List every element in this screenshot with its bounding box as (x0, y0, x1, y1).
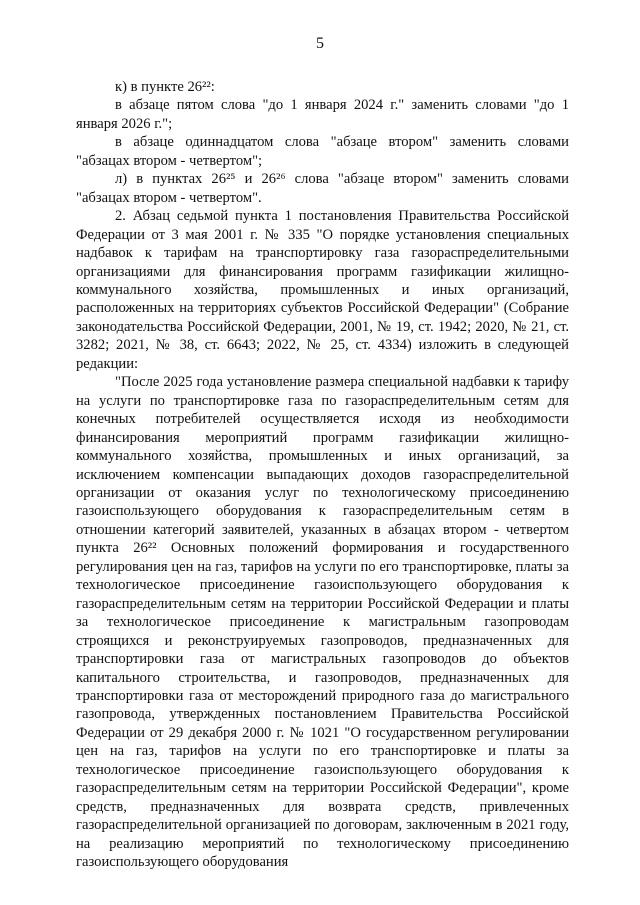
page-number: 5 (316, 35, 324, 52)
amendment-l: л) в пунктах 26²⁵ и 26²⁶ слова "абзаце втором" заменить словами "абзацах втором - четвертом". (76, 171, 569, 206)
amendment-k-eleventh-paragraph: в абзаце одиннадцатом слова "абзаце втором" заменить словами "абзацах втором - четвертом"; (76, 134, 569, 169)
amendment-k-fifth-paragraph: в абзаце пятом слова "до 1 января 2024 г." заменить словами "до 1 января 2026 г."; (76, 97, 569, 132)
section-two-intro: 2. Абзац седьмой пункта 1 постановления Правительства Российской Федерации от 3 мая 2001 г. № 335 "О порядке установления специальных надбавок к тарифам на транспортировку газа газораспределительными организациями для финансирования программ газификации жилищно-коммунального хозяйства, промышленных и иных организаций, расположенных на территориях субъектов Российской Федерации" (Собрание законодательства Российской Федерации, 2001, № 19, ст. 1942; 2020, № 21, ст. 3282; 2021, № 38, ст. 6643; 2022, № 25, ст. 4334) изложить в следующей редакции: (76, 208, 569, 372)
document-body (76, 78, 569, 871)
amendment-k: к) в пункте 26²²: (115, 79, 215, 95)
new-paragraph-text: "После 2025 года установление размера специальной надбавки к тарифу на услуги по транспортировке газа по газораспределительным сетям для конечных потребителей осуществляется исходя из необходимости финансирования мероприятий программ газификации жилищно-коммунального хозяйства, промышленных и иных организаций, за исключением компенсации выпадающих доходов газораспределительной организации от оказания услуг по технологическому присоединению газоиспользующего оборудования к газораспределительным сетям в отношении категорий заявителей, указанных в абзацах втором - четвертом пункта 26²² Основных положений формирования и государственного регулирования цен на газ, тарифов на услуги по его транспортировке, платы за технологическое присоединение газоиспользующего оборудования к газораспределительным сетям на территории Российской Федерации и платы за технологическое присоединение к магистральным газопроводам строящихся и реконструируемых газопроводов, предназначенных для транспортировки газа от магистральных газопроводов до объектов капитального строительства, и газопроводов, предназначенных для транспортировки газа от месторождений природного газа до магистрального газопровода, утвержденных постановлением Правительства Российской Федерации от 29 декабря 2000 г. № 1021 "О государственном регулировании цен на газ, тарифов на услуги по его транспортировке и платы за технологическое присоединение газоиспользующего оборудования к газораспределительным сетям на территории Российской Федерации", кроме средств, предназначенных для возврата средств, привлеченных газораспределительной организацией по договорам, заключенным в 2021 году, на реализацию мероприятий по технологическому присоединению газоиспользующего оборудования (76, 374, 569, 871)
